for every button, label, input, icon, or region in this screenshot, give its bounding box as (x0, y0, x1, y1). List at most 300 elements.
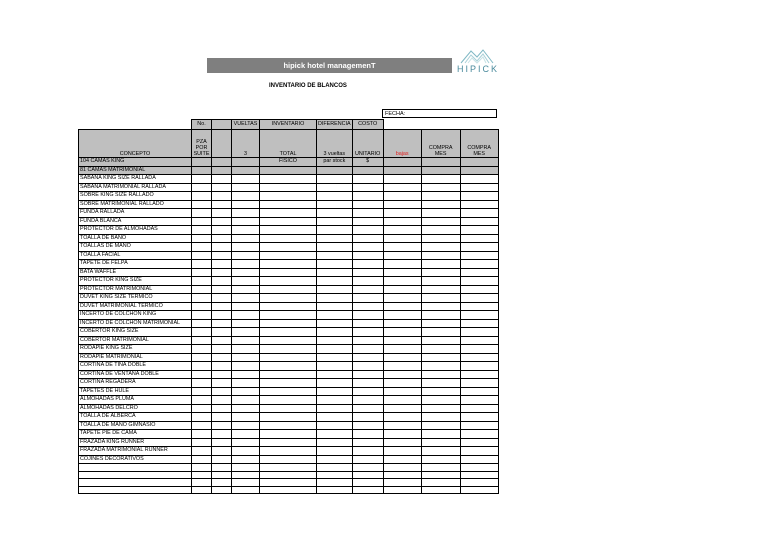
item-cell[interactable] (192, 217, 212, 226)
item-cell[interactable] (383, 175, 421, 184)
item-cell[interactable] (421, 268, 460, 277)
item-concepto[interactable]: CORTINA REGADERA (79, 379, 192, 388)
item-cell[interactable] (317, 370, 353, 379)
item-cell[interactable] (460, 251, 498, 260)
item-cell[interactable] (232, 353, 260, 362)
item-cell[interactable] (460, 268, 498, 277)
item-concepto[interactable]: SABANA KING SIZE RALLADA (79, 175, 192, 184)
item-cell[interactable] (421, 243, 460, 252)
item-cell[interactable] (192, 285, 212, 294)
item-cell[interactable] (383, 166, 421, 175)
item-cell[interactable] (383, 413, 421, 422)
item-cell[interactable] (352, 455, 383, 464)
item-cell[interactable] (212, 294, 232, 303)
item-cell[interactable] (192, 319, 212, 328)
item-cell[interactable] (421, 277, 460, 286)
item-cell[interactable] (383, 200, 421, 209)
item-cell[interactable] (460, 430, 498, 439)
item-cell[interactable] (192, 479, 212, 487)
item-cell[interactable] (232, 209, 260, 218)
item-cell[interactable] (260, 438, 317, 447)
item-cell[interactable] (421, 319, 460, 328)
item-cell[interactable] (421, 311, 460, 320)
item-cell[interactable] (260, 370, 317, 379)
item-cell[interactable] (352, 268, 383, 277)
item-cell[interactable] (317, 336, 353, 345)
item-cell[interactable] (232, 311, 260, 320)
item-cell[interactable] (317, 277, 353, 286)
item-cell[interactable] (212, 200, 232, 209)
item-cell[interactable] (260, 319, 317, 328)
item-cell[interactable] (352, 302, 383, 311)
item-cell[interactable] (460, 404, 498, 413)
item-cell[interactable] (232, 471, 260, 479)
item-cell[interactable] (260, 294, 317, 303)
item-cell[interactable] (460, 243, 498, 252)
item-cell[interactable] (212, 464, 232, 472)
item-cell[interactable] (260, 234, 317, 243)
item-cell[interactable] (383, 285, 421, 294)
item-cell[interactable] (352, 319, 383, 328)
item-cell[interactable] (421, 302, 460, 311)
item-cell[interactable] (192, 413, 212, 422)
item-cell[interactable] (212, 268, 232, 277)
item-cell[interactable] (460, 353, 498, 362)
item-cell[interactable] (232, 370, 260, 379)
item-cell[interactable] (192, 362, 212, 371)
item-cell[interactable] (232, 251, 260, 260)
fecha-field[interactable]: FECHA: (382, 109, 497, 118)
item-cell[interactable] (383, 430, 421, 439)
item-cell[interactable] (212, 302, 232, 311)
item-concepto[interactable]: COBERTOR KING SIZE (79, 328, 192, 337)
item-cell[interactable] (421, 260, 460, 269)
item-cell[interactable] (352, 379, 383, 388)
item-cell[interactable] (317, 251, 353, 260)
item-cell[interactable] (212, 328, 232, 337)
item-cell[interactable] (383, 362, 421, 371)
item-cell[interactable] (460, 260, 498, 269)
item-cell[interactable] (352, 471, 383, 479)
item-cell[interactable] (232, 175, 260, 184)
item-cell[interactable] (383, 277, 421, 286)
item-cell[interactable] (317, 396, 353, 405)
item-cell[interactable] (212, 387, 232, 396)
item-cell[interactable] (192, 345, 212, 354)
item-cell[interactable] (460, 311, 498, 320)
item-cell[interactable] (421, 370, 460, 379)
item-cell[interactable] (460, 183, 498, 192)
item-cell[interactable] (317, 260, 353, 269)
item-cell[interactable] (260, 209, 317, 218)
item-cell[interactable] (260, 421, 317, 430)
item-cell[interactable] (212, 285, 232, 294)
item-cell[interactable] (421, 464, 460, 472)
item-cell[interactable] (232, 404, 260, 413)
item-concepto[interactable]: FUNDA BLANCA (79, 217, 192, 226)
item-cell[interactable] (421, 486, 460, 494)
item-cell[interactable] (192, 387, 212, 396)
item-cell[interactable] (460, 438, 498, 447)
item-cell[interactable] (212, 158, 232, 167)
item-cell[interactable] (317, 175, 353, 184)
item-cell[interactable] (460, 379, 498, 388)
item-cell[interactable] (192, 251, 212, 260)
item-cell[interactable] (352, 243, 383, 252)
item-cell[interactable] (260, 328, 317, 337)
item-cell[interactable] (232, 200, 260, 209)
item-cell[interactable] (352, 387, 383, 396)
item-cell[interactable] (260, 311, 317, 320)
item-cell[interactable] (192, 396, 212, 405)
item-cell[interactable] (232, 328, 260, 337)
item-cell[interactable] (317, 353, 353, 362)
item-cell[interactable] (383, 421, 421, 430)
item-concepto[interactable]: BATA WAFFLE (79, 268, 192, 277)
item-cell[interactable] (317, 345, 353, 354)
item-cell[interactable] (460, 277, 498, 286)
item-cell[interactable] (317, 319, 353, 328)
item-concepto[interactable]: TOALLA DE MANO GIMNASIO (79, 421, 192, 430)
item-cell[interactable] (260, 387, 317, 396)
item-cell[interactable] (192, 277, 212, 286)
item-cell[interactable] (212, 319, 232, 328)
item-cell[interactable] (212, 251, 232, 260)
item-concepto[interactable]: SOBRE MATRIMONIAL RALLADO (79, 200, 192, 209)
item-cell[interactable] (421, 328, 460, 337)
item-cell[interactable] (232, 379, 260, 388)
item-cell[interactable] (460, 319, 498, 328)
item-cell[interactable] (460, 370, 498, 379)
item-cell[interactable] (383, 387, 421, 396)
item-cell[interactable] (212, 370, 232, 379)
item-cell[interactable] (383, 438, 421, 447)
item-cell[interactable] (383, 251, 421, 260)
item-concepto[interactable]: FRAZADA MATRIMONIAL RUNNER (79, 447, 192, 456)
item-cell[interactable] (260, 217, 317, 226)
item-cell[interactable] (421, 285, 460, 294)
item-cell[interactable] (383, 486, 421, 494)
item-cell[interactable] (383, 455, 421, 464)
item-cell[interactable] (383, 311, 421, 320)
item-cell[interactable] (317, 387, 353, 396)
item-cell[interactable] (352, 166, 383, 175)
item-cell[interactable] (317, 183, 353, 192)
item-cell[interactable] (192, 294, 212, 303)
item-cell[interactable] (460, 336, 498, 345)
item-cell[interactable] (460, 471, 498, 479)
item-cell[interactable] (352, 447, 383, 456)
item-concepto[interactable]: INCERTO DE COLCHON MATRIMONIAL (79, 319, 192, 328)
item-cell[interactable] (317, 217, 353, 226)
item-cell[interactable] (460, 447, 498, 456)
item-cell[interactable] (352, 251, 383, 260)
item-cell[interactable] (232, 294, 260, 303)
item-cell[interactable] (383, 479, 421, 487)
item-cell[interactable] (421, 421, 460, 430)
item-cell[interactable] (317, 455, 353, 464)
item-cell[interactable] (352, 370, 383, 379)
item-cell[interactable] (383, 217, 421, 226)
item-cell[interactable] (460, 226, 498, 235)
item-cell[interactable] (383, 260, 421, 269)
item-cell[interactable] (421, 362, 460, 371)
item-cell[interactable] (212, 183, 232, 192)
item-cell[interactable] (192, 464, 212, 472)
item-cell[interactable] (317, 438, 353, 447)
item-cell[interactable] (352, 486, 383, 494)
item-cell[interactable] (383, 268, 421, 277)
item-cell[interactable] (317, 311, 353, 320)
item-cell[interactable] (421, 387, 460, 396)
item-cell[interactable] (352, 336, 383, 345)
item-cell[interactable] (260, 345, 317, 354)
item-cell[interactable] (421, 192, 460, 201)
item-cell[interactable] (317, 362, 353, 371)
item-cell[interactable] (212, 430, 232, 439)
item-cell[interactable] (260, 447, 317, 456)
item-cell[interactable] (260, 479, 317, 487)
item-cell[interactable] (260, 455, 317, 464)
item-cell[interactable] (460, 234, 498, 243)
item-cell[interactable] (317, 234, 353, 243)
item-cell[interactable] (383, 226, 421, 235)
item-concepto[interactable]: TOALLA DE BAÑO (79, 234, 192, 243)
item-cell[interactable] (232, 158, 260, 167)
item-cell[interactable] (352, 353, 383, 362)
item-cell[interactable] (192, 471, 212, 479)
item-cell[interactable] (352, 362, 383, 371)
item-cell[interactable] (460, 479, 498, 487)
item-cell[interactable] (460, 166, 498, 175)
item-cell[interactable] (317, 379, 353, 388)
item-cell[interactable] (192, 370, 212, 379)
item-concepto[interactable]: TOALLA FACIAL (79, 251, 192, 260)
item-cell[interactable] (260, 353, 317, 362)
item-cell[interactable] (460, 158, 498, 167)
item-cell[interactable] (460, 209, 498, 218)
item-cell[interactable] (352, 404, 383, 413)
item-concepto[interactable]: PROTECTOR KING SIZE (79, 277, 192, 286)
item-concepto[interactable]: CORTINA DE TINA DOBLE (79, 362, 192, 371)
item-cell[interactable] (317, 479, 353, 487)
item-concepto[interactable]: CORTINA DE VENTANA DOBLE (79, 370, 192, 379)
item-cell[interactable] (212, 311, 232, 320)
item-cell[interactable] (383, 294, 421, 303)
item-cell[interactable] (352, 192, 383, 201)
item-concepto[interactable]: DUVET MATRIMONIAL TERMICO (79, 302, 192, 311)
item-cell[interactable] (212, 447, 232, 456)
item-cell[interactable] (260, 285, 317, 294)
item-cell[interactable] (232, 183, 260, 192)
item-cell[interactable] (421, 438, 460, 447)
item-cell[interactable] (260, 183, 317, 192)
item-concepto[interactable] (79, 464, 192, 472)
item-cell[interactable] (232, 268, 260, 277)
item-cell[interactable] (383, 345, 421, 354)
item-cell[interactable] (192, 226, 212, 235)
item-cell[interactable]: $ (352, 158, 383, 167)
item-concepto[interactable]: DUVET KING SIZE TERMICO (79, 294, 192, 303)
item-concepto[interactable]: SABANA MATRIMONIAL RALLADA (79, 183, 192, 192)
item-cell[interactable] (421, 413, 460, 422)
item-concepto[interactable]: SOBRE KING SIZE RALLADO (79, 192, 192, 201)
item-concepto[interactable] (79, 479, 192, 487)
item-cell[interactable] (260, 166, 317, 175)
item-cell[interactable] (260, 396, 317, 405)
item-cell[interactable] (383, 234, 421, 243)
item-cell[interactable] (421, 404, 460, 413)
item-cell[interactable] (460, 345, 498, 354)
item-cell[interactable] (192, 438, 212, 447)
item-cell[interactable] (260, 413, 317, 422)
item-cell[interactable] (460, 192, 498, 201)
item-cell[interactable] (317, 200, 353, 209)
item-cell[interactable] (317, 430, 353, 439)
item-cell[interactable] (460, 464, 498, 472)
item-cell[interactable] (260, 302, 317, 311)
item-concepto[interactable]: FUNDA RALLADA (79, 209, 192, 218)
item-cell[interactable] (317, 464, 353, 472)
item-cell[interactable] (383, 328, 421, 337)
item-cell[interactable]: par stock (317, 158, 353, 167)
item-cell[interactable] (352, 175, 383, 184)
item-cell[interactable] (317, 302, 353, 311)
item-cell[interactable] (232, 362, 260, 371)
item-cell[interactable] (383, 396, 421, 405)
item-cell[interactable] (260, 268, 317, 277)
item-cell[interactable] (212, 175, 232, 184)
item-cell[interactable] (212, 192, 232, 201)
item-cell[interactable] (232, 226, 260, 235)
item-cell[interactable] (232, 302, 260, 311)
item-cell[interactable] (460, 217, 498, 226)
item-cell[interactable] (192, 486, 212, 494)
item-cell[interactable] (260, 226, 317, 235)
item-cell[interactable] (460, 328, 498, 337)
item-cell[interactable] (383, 192, 421, 201)
item-cell[interactable] (317, 285, 353, 294)
item-cell[interactable] (317, 404, 353, 413)
item-concepto[interactable]: 104 CAMAS KING (79, 158, 192, 167)
item-cell[interactable] (460, 413, 498, 422)
item-cell[interactable] (212, 217, 232, 226)
item-cell[interactable] (232, 413, 260, 422)
item-cell[interactable] (352, 421, 383, 430)
item-cell[interactable] (232, 447, 260, 456)
item-cell[interactable] (192, 455, 212, 464)
item-concepto[interactable]: COJINES DECORATIVOS (79, 455, 192, 464)
item-cell[interactable] (352, 260, 383, 269)
item-cell[interactable] (421, 455, 460, 464)
item-cell[interactable] (212, 277, 232, 286)
item-cell[interactable] (232, 421, 260, 430)
item-cell[interactable] (232, 479, 260, 487)
item-cell[interactable] (352, 311, 383, 320)
item-cell[interactable] (212, 413, 232, 422)
item-cell[interactable] (212, 234, 232, 243)
item-cell[interactable] (260, 260, 317, 269)
item-cell[interactable] (232, 192, 260, 201)
item-cell[interactable] (460, 387, 498, 396)
item-cell[interactable] (212, 353, 232, 362)
item-cell[interactable] (192, 336, 212, 345)
item-cell[interactable] (232, 260, 260, 269)
item-cell[interactable] (352, 277, 383, 286)
item-cell[interactable] (192, 311, 212, 320)
item-cell[interactable] (460, 175, 498, 184)
item-concepto[interactable]: FRAZADA KING RUNNER (79, 438, 192, 447)
item-cell[interactable] (421, 251, 460, 260)
item-cell[interactable] (212, 379, 232, 388)
item-cell[interactable] (460, 294, 498, 303)
item-cell[interactable] (192, 200, 212, 209)
item-cell[interactable] (232, 336, 260, 345)
item-cell[interactable] (260, 251, 317, 260)
item-concepto[interactable] (79, 486, 192, 494)
item-cell[interactable] (192, 243, 212, 252)
item-cell[interactable] (421, 183, 460, 192)
item-concepto[interactable]: TOALLAS DE MANO (79, 243, 192, 252)
item-cell[interactable] (421, 158, 460, 167)
item-concepto[interactable]: RODAPIE KING SIZE (79, 345, 192, 354)
item-concepto[interactable]: COBERTOR MATRIMONIAL (79, 336, 192, 345)
item-cell[interactable] (260, 336, 317, 345)
item-cell[interactable] (192, 404, 212, 413)
item-cell[interactable] (352, 183, 383, 192)
item-cell[interactable] (383, 370, 421, 379)
item-cell[interactable] (383, 209, 421, 218)
item-cell[interactable] (232, 234, 260, 243)
item-cell[interactable] (212, 362, 232, 371)
item-cell[interactable] (212, 260, 232, 269)
item-cell[interactable] (317, 268, 353, 277)
item-cell[interactable] (212, 243, 232, 252)
item-cell[interactable] (192, 234, 212, 243)
item-cell[interactable] (317, 166, 353, 175)
item-cell[interactable] (352, 200, 383, 209)
item-cell[interactable] (192, 328, 212, 337)
item-cell[interactable] (192, 302, 212, 311)
item-cell[interactable] (232, 464, 260, 472)
item-concepto[interactable]: 81 CAMAS MATRIMONIAL (79, 166, 192, 175)
item-cell[interactable] (383, 404, 421, 413)
item-cell[interactable] (192, 158, 212, 167)
item-cell[interactable] (232, 438, 260, 447)
item-cell[interactable] (383, 319, 421, 328)
item-cell[interactable] (260, 379, 317, 388)
item-concepto[interactable]: TAPETES DE HULE (79, 387, 192, 396)
item-cell[interactable] (212, 404, 232, 413)
item-cell[interactable] (260, 192, 317, 201)
item-concepto[interactable]: ALMOHADAS PLUMA (79, 396, 192, 405)
item-cell[interactable] (421, 479, 460, 487)
item-cell[interactable] (212, 336, 232, 345)
item-cell[interactable] (421, 379, 460, 388)
item-cell[interactable] (192, 421, 212, 430)
item-cell[interactable] (212, 345, 232, 354)
item-cell[interactable] (421, 396, 460, 405)
item-cell[interactable] (212, 166, 232, 175)
item-concepto[interactable]: TAPETE PIE DE CAMA (79, 430, 192, 439)
item-cell[interactable] (212, 209, 232, 218)
item-cell[interactable] (192, 379, 212, 388)
item-cell[interactable] (421, 336, 460, 345)
item-cell[interactable] (232, 166, 260, 175)
item-cell[interactable] (421, 226, 460, 235)
item-concepto[interactable]: TOALLA DE ALBERCA (79, 413, 192, 422)
item-cell[interactable] (260, 430, 317, 439)
